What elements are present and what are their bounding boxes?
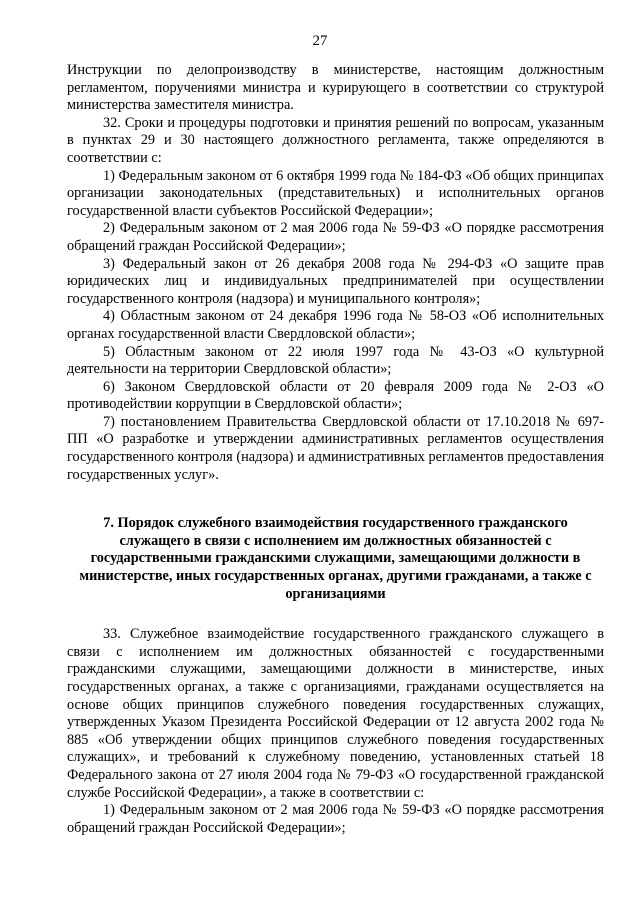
section-7-heading: 7. Порядок служебного взаимодействия государственного гражданского служащего в связи с исполнением им должностных обязанностей с государственными гражданскими служащими, замещающими должности в министерстве, иных государственных органах, другими гражданами, а также с организациями (79, 515, 592, 602)
paragraph-32-item-1: 1) Федеральным законом от 6 октября 1999 года № 184-ФЗ «Об общих принципах организации законодательных (представительных) и исполнительных органов государственной власти субъектов Российской Федерации»; (67, 167, 604, 219)
paragraph-32-item-5: 5) Областным законом от 22 июля 1997 года № 43-ОЗ «О культурной деятельности на территории Свердловской области»; (67, 343, 604, 378)
intro-paragraph: Инструкции по делопроизводству в министерстве, настоящим должностным регламентом, поручениями министра и курирующего в соответствии со структурой министерства заместителя министра. (67, 62, 604, 114)
page-number: 27 (312, 33, 328, 49)
paragraph-33-lead: 33. Служебное взаимодействие государственного гражданского служащего в связи с исполнением им должностных обязанностей с государственными гражданскими служащими, замещающими должности в министерстве, иных государственных органах, а также с организациями, гражданами осуществляется на основе общих принципов служебного поведения государственных служащих, утвержденных Указом Президента Российской Федерации от 12 августа 2002 года № 885 «Об утверждении общих принципов служебного поведения государственных служащих», и требований к служебному поведению, установленных статьей 18 Федерального закона от 27 июля 2004 года № 79-ФЗ «О государственной гражданской службе Российской Федерации», а также в соответствии с: (67, 626, 604, 801)
paragraph-32-item-2: 2) Федеральным законом от 2 мая 2006 года № 59-ФЗ «О порядке рассмотрения обращений граждан Российской Федерации»; (67, 220, 604, 254)
paragraph-32-lead: 32. Сроки и процедуры подготовки и принятия решений по вопросам, указанным в пунктах 29 и 30 настоящего должностного регламента, также определяются в соответствии с: (67, 114, 604, 166)
paragraph-32-item-3: 3) Федеральный закон от 26 декабря 2008 года № 294-ФЗ «О защите прав юридических лиц и индивидуальных предпринимателей при осуществлении государственного контроля (надзора) и муниципального контроля»; (67, 255, 604, 307)
paragraph-32-item-6: 6) Законом Свердловской области от 20 февраля 2009 года № 2-ОЗ «О противодействии коррупции в Свердловской области»; (67, 378, 604, 413)
paragraph-32-item-4: 4) Областным законом от 24 декабря 1996 года № 58-ОЗ «Об исполнительных органах государственной власти Свердловской области»; (67, 308, 604, 342)
paragraph-33-item-1: 1) Федеральным законом от 2 мая 2006 года № 59-ФЗ «О порядке рассмотрения обращений граждан Российской Федерации»; (67, 802, 604, 836)
document-body (67, 62, 604, 837)
paragraph-32-item-7: 7) постановлением Правительства Свердловской области от 17.10.2018 № 697-ПП «О разработке и утверждении административных регламентов осуществления государственного контроля (надзора) и административных регламентов предоставления государственных услуг». (67, 413, 604, 483)
